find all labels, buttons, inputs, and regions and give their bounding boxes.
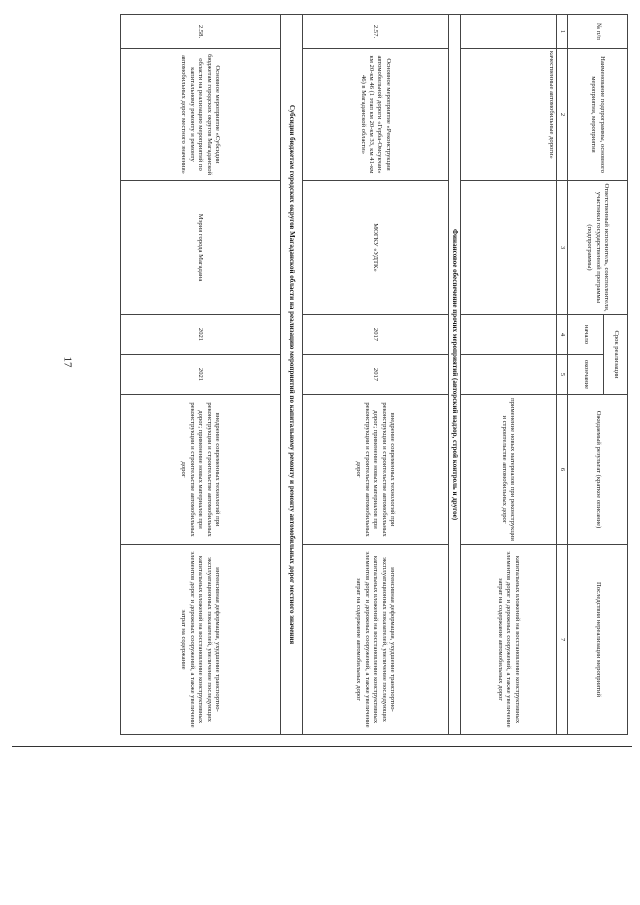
- cell-start: [460, 315, 556, 355]
- cell-name: качественные автомобильные дороги»: [460, 49, 556, 181]
- header-name: Наименование подпрограммы, основного мероприятия, мероприятия: [568, 49, 628, 181]
- section-title: Финансовое обеспечение прочих мероприятий (авторский надзор, строй контроль и другое): [448, 15, 460, 735]
- header-consequences: Последствия нереализации мероприятий: [568, 545, 628, 735]
- section-row: [448, 15, 460, 735]
- header-responsible: Ответственный исполнитель, соисполнители, участники государственной программы (подпрограммы): [568, 181, 628, 315]
- header-row-1: [604, 15, 628, 735]
- header-end: окончание: [568, 355, 604, 395]
- table-row: [302, 15, 448, 735]
- table-row: [120, 15, 280, 735]
- cell-result: внедрение современных технологий при реконструкции и строительстве автомобильных дорог; применение новых материалов при реконструкции и строительстве автомобильных дорог: [120, 395, 280, 545]
- cell-responsible: Мэрия города Магадана: [120, 181, 280, 315]
- cell-num: 2.57.: [302, 15, 448, 49]
- cell-result: внедрение современных технологий при реконструкции и строительстве автомобильных дорог; применение новых материалов при реконструкции и строительстве автомобильных дорог: [302, 395, 448, 545]
- cell-consequences: интенсивная деформация, ухудшение транспортно-эксплуатационных показателей, увеличение последующих капитальных вложений на восстановление конструктивных элементов дорог и дорожных сооружений, а также увеличение затрат на содержание: [120, 545, 280, 735]
- cell-start: 2017: [302, 315, 448, 355]
- header-period: Срок реализации: [604, 315, 628, 395]
- column-number-row: [556, 15, 567, 735]
- page-number: 17: [61, 356, 74, 368]
- header-num: № п/п: [568, 15, 628, 49]
- cell-end: 2017: [302, 355, 448, 395]
- header-start: начало: [568, 315, 604, 355]
- col-number: 5: [556, 355, 567, 395]
- col-number: 1: [556, 15, 567, 49]
- page-divider: [12, 746, 632, 747]
- table-row-continued: [460, 15, 556, 735]
- cell-consequences: интенсивная деформация, ухудшение транспортно-эксплуатационных показателей, увеличение последующих капитальных вложений на восстановление конструктивных элементов дорог и дорожных сооружений, а также увеличение затрат на содержание автомобильных дорог: [302, 545, 448, 735]
- col-number: 6: [556, 395, 567, 545]
- cell-responsible: МОГКУ «УДТК»: [302, 181, 448, 315]
- cell-responsible: [460, 181, 556, 315]
- rotated-table-container: [118, 14, 628, 734]
- cell-name: Основное мероприятие «Субсидии бюджетам городских округов Магаданской области на реализацию мероприятий по капитальному ремонту и ремонту автомобильных дорог местного значения»: [120, 49, 280, 181]
- cell-name: Основное мероприятие «Реконструкция автомобильной дороги «Герба-Омсукчан» км 20-км 46 (1 этап км 20-км 33, км 41-км 46) в Магаданской области»: [302, 49, 448, 181]
- cell-end: 2021: [120, 355, 280, 395]
- cell-start: 2021: [120, 315, 280, 355]
- cell-num: [460, 15, 556, 49]
- cell-result: применение новых материалов при реконструкции и строительстве автомобильных дорог: [460, 395, 556, 545]
- cell-consequences: капитальных вложений на восстановление конструктивных элементов дорог и дорожных сооружений, а также увеличение затрат на содержание автомобильных дорог: [460, 545, 556, 735]
- section-title: Субсидии бюджетам городских округов Магаданской области на реализацию мероприятий по капитальному ремонту и ремонту автомобильных дорог местного значения: [280, 15, 302, 735]
- col-number: 7: [556, 545, 567, 735]
- header-result: Ожидаемый результат (краткое описание): [568, 395, 628, 545]
- col-number: 2: [556, 49, 567, 181]
- section-row: [280, 15, 302, 735]
- cell-end: [460, 355, 556, 395]
- measures-table: [120, 14, 628, 735]
- col-number: 4: [556, 315, 567, 355]
- col-number: 3: [556, 181, 567, 315]
- cell-num: 2.58.: [120, 15, 280, 49]
